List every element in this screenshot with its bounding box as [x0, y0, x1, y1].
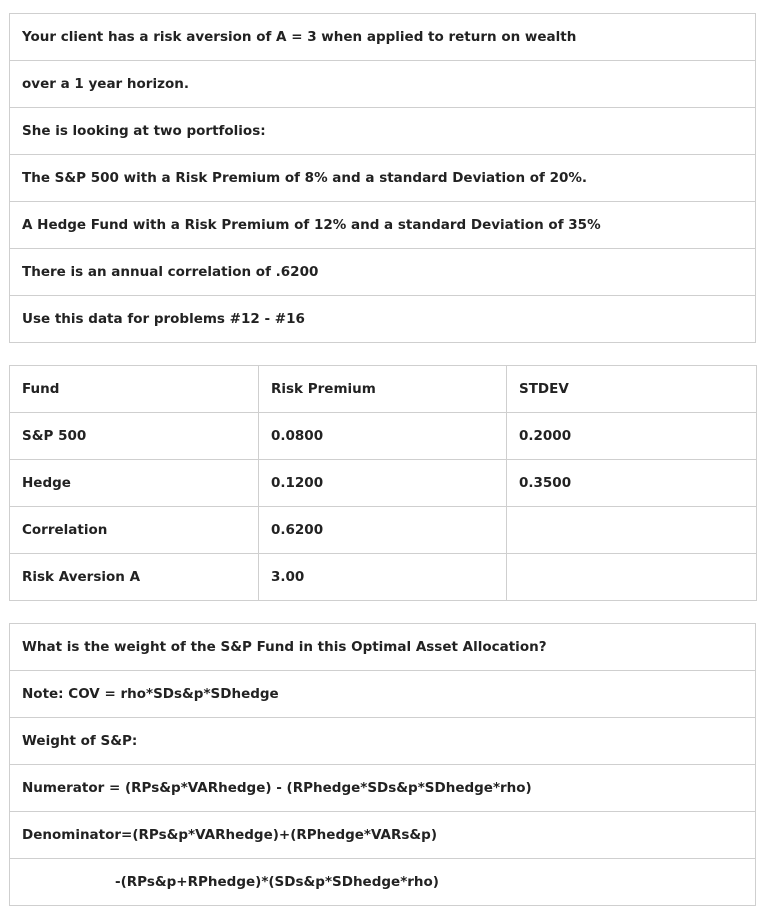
info-line: over a 1 year horizon. [10, 61, 756, 108]
table-header-row [10, 366, 757, 413]
question-row [10, 812, 756, 859]
cell-risk-premium: 0.1200 [259, 460, 507, 507]
table-row [10, 507, 757, 554]
denominator-formula-continued: -(RPs&p+RPhedge)*(SDs&p*SDhedge*rho) [10, 859, 756, 906]
cell-risk-premium: 0.6200 [259, 507, 507, 554]
header-stdev: STDEV [507, 366, 757, 413]
info-row [10, 14, 756, 61]
problem-info-table [9, 13, 756, 343]
question-row [10, 718, 756, 765]
info-line: Use this data for problems #12 - #16 [10, 296, 756, 343]
cell-stdev [507, 554, 757, 601]
info-line: She is looking at two portfolios: [10, 108, 756, 155]
header-fund: Fund [10, 366, 259, 413]
cell-fund: Hedge [10, 460, 259, 507]
fund-data-table [9, 365, 757, 601]
table-row [10, 413, 757, 460]
denominator-formula: Denominator=(RPs&p*VARhedge)+(RPhedge*VARs&p) [10, 812, 756, 859]
question-table [9, 623, 756, 906]
info-row [10, 249, 756, 296]
cell-risk-premium: 3.00 [259, 554, 507, 601]
info-line: There is an annual correlation of .6200 [10, 249, 756, 296]
info-row [10, 202, 756, 249]
info-line: The S&P 500 with a Risk Premium of 8% and a standard Deviation of 20%. [10, 155, 756, 202]
info-row [10, 155, 756, 202]
weight-label: Weight of S&P: [10, 718, 756, 765]
info-row [10, 108, 756, 155]
question-row [10, 859, 756, 906]
header-risk-premium: Risk Premium [259, 366, 507, 413]
numerator-formula: Numerator = (RPs&p*VARhedge) - (RPhedge*SDs&p*SDhedge*rho) [10, 765, 756, 812]
question-row [10, 671, 756, 718]
info-row [10, 296, 756, 343]
info-line: Your client has a risk aversion of A = 3 when applied to return on wealth [10, 14, 756, 61]
info-row [10, 61, 756, 108]
cell-stdev: 0.2000 [507, 413, 757, 460]
table-row [10, 460, 757, 507]
info-line: A Hedge Fund with a Risk Premium of 12% and a standard Deviation of 35% [10, 202, 756, 249]
cell-fund: Risk Aversion A [10, 554, 259, 601]
cell-fund: Correlation [10, 507, 259, 554]
question-line: What is the weight of the S&P Fund in this Optimal Asset Allocation? [10, 624, 756, 671]
cell-stdev [507, 507, 757, 554]
cell-stdev: 0.3500 [507, 460, 757, 507]
note-line: Note: COV = rho*SDs&p*SDhedge [10, 671, 756, 718]
cell-fund: S&P 500 [10, 413, 259, 460]
cell-risk-premium: 0.0800 [259, 413, 507, 460]
question-row [10, 624, 756, 671]
question-row [10, 765, 756, 812]
table-row [10, 554, 757, 601]
